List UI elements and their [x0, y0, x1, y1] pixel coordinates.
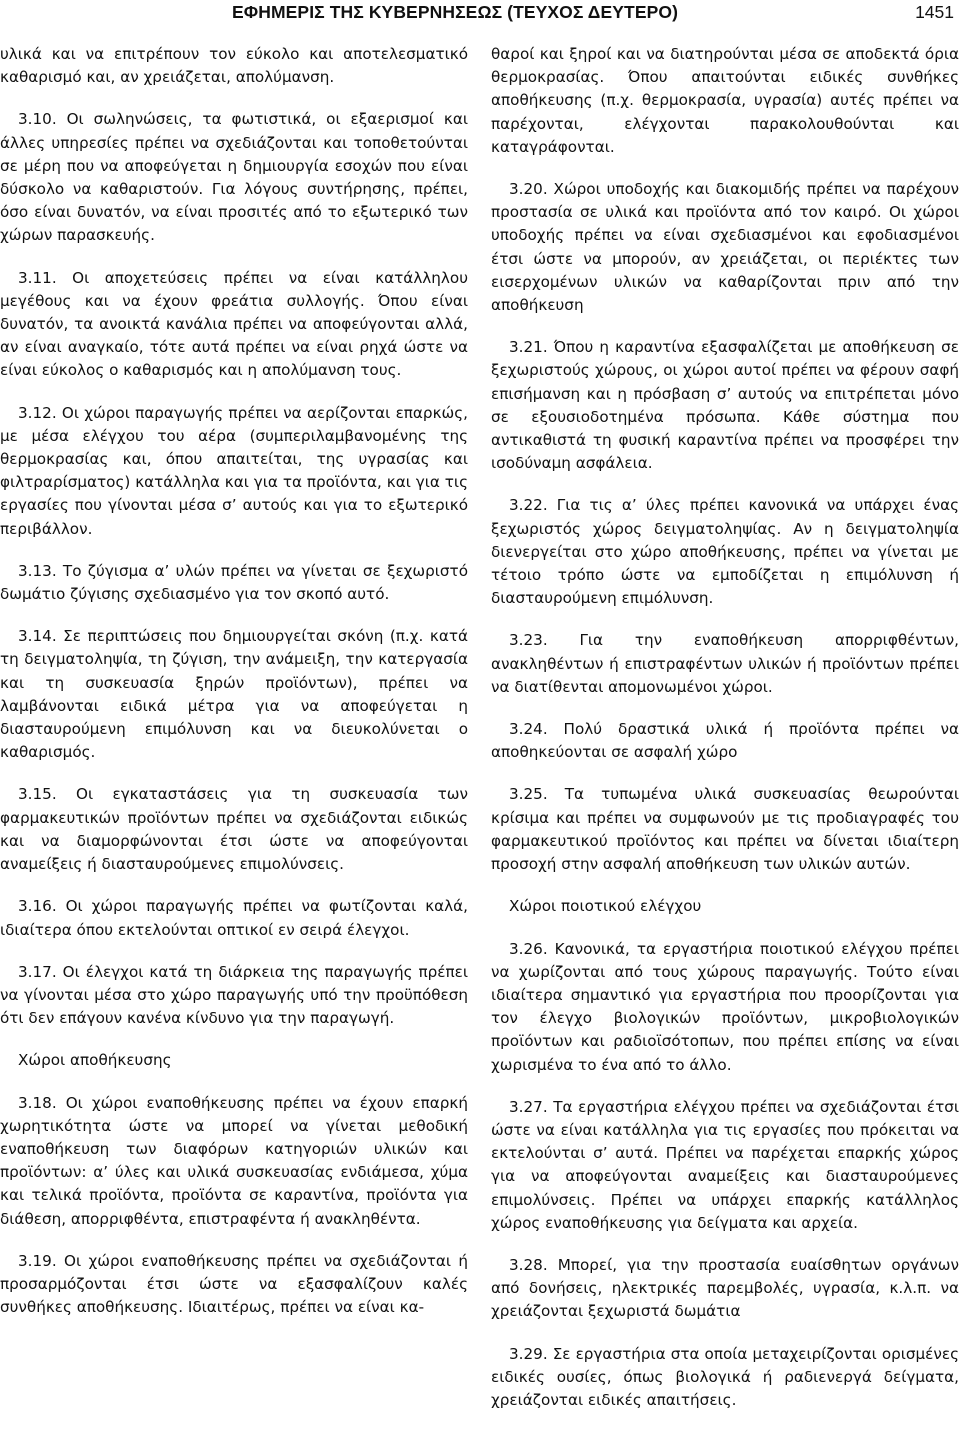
paragraph-3-19: 3.19. Οι χώροι εναποθήκευσης πρέπει να σχεδιάζονται ή προσαρμόζονται έτσι ώστε να εξασφαλίζουν καλές συνθήκες αποθήκευσης. Ιδιαιτέρως, πρέπει να είναι κα- — [0, 1251, 468, 1317]
paragraph-3-28: 3.28. Μπορεί, για την προστασία ευαίσθητων οργάνων από δονήσεις, ηλεκτρικές παρεμβολές, υγρασία, κ.λ.π. να χρειάζονται ξεχωριστά δωμάτια — [491, 1255, 959, 1321]
paragraph-3-29: 3.29. Σε εργαστήρια στα οποία μεταχειρίζονται ορισμένες ειδικές ουσίες, όπως βιολογικά ή ραδιενεργά δείγματα, χρειάζονται ειδικές απαιτήσεις. — [491, 1344, 959, 1409]
paragraph-3-18: 3.18. Οι χώροι εναποθήκευσης πρέπει να έχουν επαρκή χωρητικότητα ώστε να μπορεί να γίνεται μεθοδική εναποθήκευση των διαφόρων κατηγοριών υλικών και προϊόντων: α’ ύλες και υλικά συσκευασίας ενδιάμεσα, χύμα και τελικά προϊόντα, προϊόντα σε καραντίνα, προϊόντα για διάθεση, απορριφθέντα, επιστραφέντα ή ανακληθέντα. — [0, 1093, 468, 1228]
gazette-title: ΕΦΗΜΕΡΙΣ ΤΗΣ ΚΥΒΕΡΝΗΣΕΩΣ (ΤΕΥΧΟΣ ΔΕΥΤΕΡΟ) — [232, 2, 679, 22]
paragraph-3-25: 3.25. Τα τυπωμένα υλικά συσκευασίας θεωρούνται κρίσιμα και πρέπει να συμφωνούν με τις προδιαγραφές του φαρμακευτικού προϊόντος και πρέπει να δίνεται ιδιαίτερη προσοχή στην ασφαλή αποθήκευση των υλικών αυτών. — [491, 785, 959, 874]
left-column — [0, 43, 468, 1423]
paragraph-3-11: 3.11. Οι αποχετεύσεις πρέπει να είναι κατάλληλου μεγέθους και να έχουν φρεάτια συλλογής. Όπου είναι δυνατόν, τα ανοικτά κανάλια πρέπει να αποφεύγονται αλλά, αν είναι αναγκαίο, τότε αυτά πρέπει να είναι ρηχά ώστε να είναι εύκολος ο καθαρισμός και η απολύμανση τους. — [0, 268, 468, 380]
paragraph-3-22: 3.22. Για τις α’ ύλες πρέπει κανονικά να υπάρχει ένας ξεχωριστός χώρος δειγματοληψίας. Αν η δειγματοληψία διενεργείται στο χώρο αποθήκευσης, πρέπει να γίνεται με τέτοιο τρόπο ώστε να εμποδίζεται η επιμόλυνση ή διασταυρούμενη επιμόλυνση. — [491, 496, 959, 608]
paragraph-3-15: 3.15. Οι εγκαταστάσεις για τη συσκευασία των φαρμακευτικών προϊόντων πρέπει να σχεδιάζονται ειδικώς και να διαμορφώνονται έτσι ώστε να αποφεύγονται αναμείξεις ή διασταυρούμενες επιμολύνσεις. — [0, 785, 468, 874]
paragraph-continuation: υλικά και να επιτρέπουν τον εύκολο και αποτελεσματικό καθαρισμό και, αν χρειάζεται, απολύμανση. — [0, 45, 468, 87]
paragraph-3-10: 3.10. Οι σωληνώσεις, τα φωτιστικά, οι εξαερισμοί και άλλες υπηρεσίες πρέπει να σχεδιάζονται και τοποθετούνται σε μέρη που να αποφεύγεται η δημιουργία εσοχών που είναι δύσκολο να καθαριστούν. Για λόγους συντήρησης, πρέπει, όσο είναι δυνατόν, να είναι προσιτές από το εξωτερικό των χώρων παρασκευής. — [0, 110, 468, 245]
paragraph-3-14: 3.14. Σε περιπτώσεις που δημιουργείται σκόνη (π.χ. κατά τη δειγματοληψία, τη ζύγιση, την ανάμειξη, την κατεργασία και τη συσκευασία ξηρών προϊόντων), πρέπει να λαμβάνονται ειδικά μέτρα για να αποφεύγεται η διασταυρούμενη επιμόλυνση και να διευκολύνεται ο καθαρισμός. — [0, 627, 468, 762]
paragraph-continuation: θαροί και ξηροί και να διατηρούνται μέσα σε αποδεκτά όρια θερμοκρασίας. Όπου απαιτούνται ειδικές συνθήκες αποθήκευσης (π.χ. θερμοκρασία, υγρασία) αυτές πρέπει να παρέχονται, ελέγχονται παρακολουθούνται και καταγράφονται. — [491, 45, 959, 156]
page-number: 1451 — [915, 2, 954, 22]
paragraph-3-26: 3.26. Κανονικά, τα εργαστήρια ποιοτικού ελέγχου πρέπει να χωρίζονται από τους χώρους παραγωγής. Τούτο είναι ιδιαίτερα σημαντικό για εργαστήρια που προορίζονται για τον έλεγχο βιολογικών προϊόντων, μικροβιολογικών προϊόντων και ραδιοϊσότοπων, που πρέπει επίσης να είναι χωρισμένα το ένα από το άλλο. — [491, 939, 959, 1074]
page-header — [0, 0, 960, 32]
paragraph-3-24: 3.24. Πολύ δραστικά υλικά ή προϊόντα πρέπει να αποθηκεύονται σε ασφαλή χώρο — [491, 720, 959, 762]
right-column — [491, 43, 959, 1423]
paragraph-3-20: 3.20. Χώροι υποδοχής και διακομιδής πρέπει να παρέχουν προστασία σε υλικά και προϊόντα από τον καιρό. Οι χώροι υποδοχής πρέπει να είναι σχεδιασμένοι και εφοδιασμένοι έτσι ώστε να μπορούν, αν χρειάζεται, οι περιέκτες των εισερχομένων υλικών να καθαρίζονται πριν από την αποθήκευση — [491, 180, 959, 315]
paragraph-3-27: 3.27. Τα εργαστήρια ελέγχου πρέπει να σχεδιάζονται έτσι ώστε να είναι κατάλληλα για τις εργασίες που πρόκειται να εκτελούνται σ’ αυτά. Πρέπει να παρέχεται επαρκής χώρος για να αποφεύγονται αναμείξεις και διασταυρούμενες επιμολύνσεις. Πρέπει να υπάρχει επαρκής κατάλληλος χώρος εναποθήκευσης για δείγματα και αρχεία. — [491, 1097, 959, 1232]
paragraph-3-13: 3.13. Το ζύγισμα α’ υλών πρέπει να γίνεται σε ξεχωριστό δωμάτιο ζύγισης σχεδιασμένο για τον σκοπό αυτό. — [0, 561, 468, 604]
paragraph-3-23: 3.23. Για την εναποθήκευση απορριφθέντων, ανακληθέντων ή επιστραφέντων υλικών ή προϊόντων πρέπει να διατίθενται απομονωμένοι χώροι. — [491, 631, 959, 696]
section-heading-quality-control: Χώροι ποιοτικού ελέγχου — [509, 897, 702, 916]
section-heading-storage: Χώροι αποθήκευσης — [18, 1051, 172, 1070]
paragraph-3-12: 3.12. Οι χώροι παραγωγής πρέπει να αερίζονται επαρκώς, με μέσα ελέγχου του αέρα (συμπεριλαμβανομένης της θερμοκρασίας και, όπου απαιτείται, της υγρασίας και φιλτραρίσματος) κατάλληλα και για τα προϊόντα, και για τις εργασίες που γίνονται μέσα σ’ αυτούς και για το εξωτερικό περιβάλλον. — [0, 403, 468, 538]
paragraph-3-17: 3.17. Οι έλεγχοι κατά τη διάρκεια της παραγωγής πρέπει να γίνονται μέσα στο χώρο παραγωγής υπό την προϋπόθεση ότι δεν επάγουν κανένα κίνδυνο για την παραγωγή. — [0, 962, 468, 1028]
paragraph-3-21: 3.21. Όπου η καραντίνα εξασφαλίζεται με αποθήκευση σε ξεχωριστούς χώρους, οι χώροι αυτοί πρέπει να φέρουν σαφή επισήμανση και η πρόσβαση σ’ αυτούς να επιτρέπεται μόνο σε εξουσιοδοτημένα πρόσωπα. Κάθε σύστημα που αντικαθιστά τη φυσική καραντίνα πρέπει να προσφέρει την ισοδύναμη ασφάλεια. — [491, 338, 959, 473]
paragraph-3-16: 3.16. Οι χώροι παραγωγής πρέπει να φωτίζονται καλά, ιδιαίτερα όπου εκτελούνται οπτικοί εν σειρά έλεγχοι. — [0, 897, 468, 939]
